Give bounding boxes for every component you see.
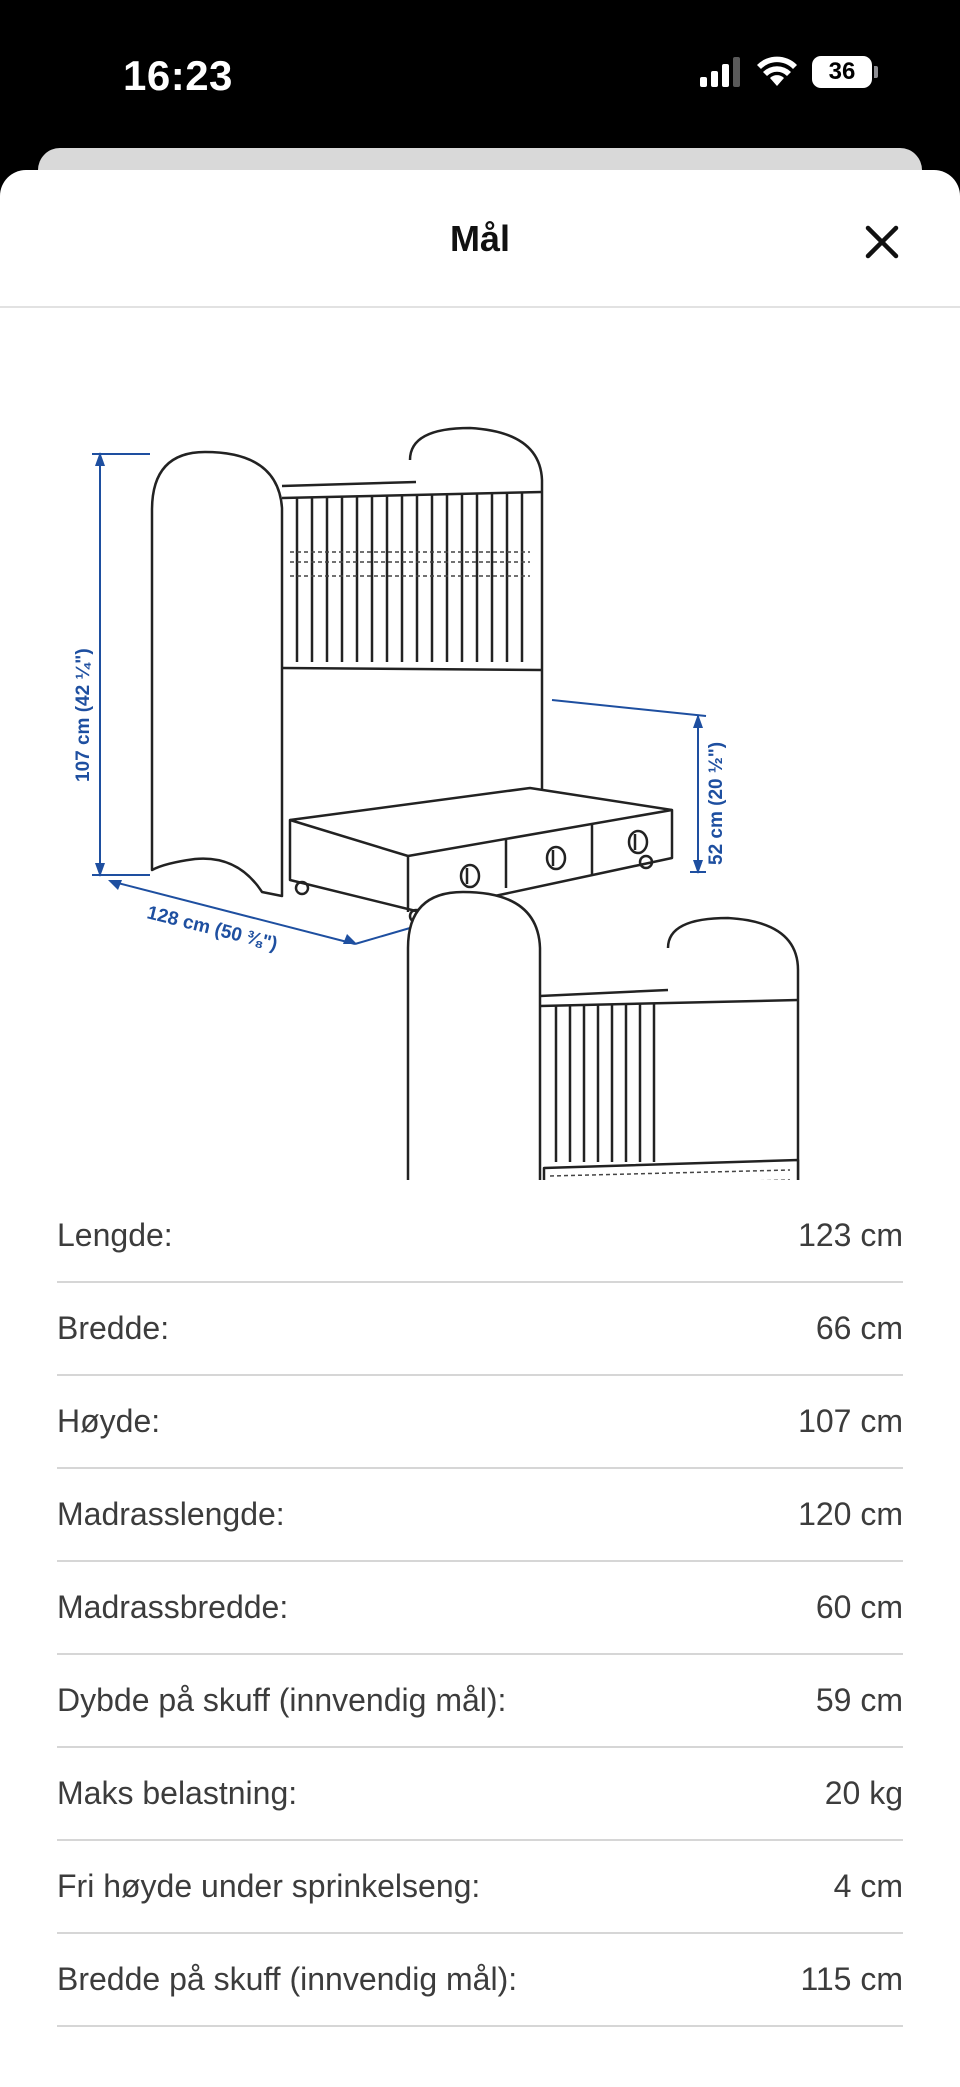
dimension-label: Dybde på skuff (innvendig mål): [57, 1682, 507, 1718]
dimension-label: Lengde: [57, 1217, 173, 1253]
crib-dimension-diagram [0, 340, 960, 1180]
page-title: Mål [449, 218, 510, 259]
dimension-value: 4 cm [833, 1868, 903, 1904]
dimension-value: 123 cm [798, 1217, 903, 1253]
wifi-icon [756, 56, 798, 88]
dimension-label: Madrasslengde: [57, 1496, 285, 1532]
dimension-row-max-load [57, 1748, 903, 1841]
dim-label-length-total: 128 cm (50 ⅜") [144, 902, 280, 956]
dimension-row-length [57, 1190, 903, 1283]
dimension-label: Høyde: [57, 1403, 161, 1439]
signal-icon [700, 57, 742, 87]
status-bar [0, 0, 960, 150]
dimension-label: Madrassbredde: [57, 1589, 289, 1625]
dimension-value: 60 cm [815, 1589, 903, 1625]
dimensions-list [57, 1190, 903, 2027]
dimensions-sheet [0, 170, 960, 2087]
dimension-value: 66 cm [815, 1310, 903, 1346]
dimension-row-width [57, 1283, 903, 1376]
dimension-label: Bredde på skuff (innvendig mål): [57, 1961, 518, 1997]
close-icon[interactable] [860, 220, 904, 264]
dimension-row-drawer-width [57, 1934, 903, 2027]
dimension-label: Fri høyde under sprinkelseng: [57, 1868, 481, 1904]
battery-icon [812, 56, 878, 88]
dim-label-height: 107 cm (42 ¼") [73, 648, 94, 782]
dimension-label: Maks belastning: [57, 1775, 298, 1811]
dimension-value: 20 kg [824, 1775, 903, 1811]
sheet-header [0, 170, 960, 308]
dimension-value: 120 cm [798, 1496, 903, 1532]
dimension-row-height [57, 1376, 903, 1469]
dimension-value: 115 cm [800, 1961, 903, 1997]
status-icons [700, 56, 878, 88]
dimension-row-drawer-depth [57, 1655, 903, 1748]
dimension-value: 107 cm [798, 1403, 903, 1439]
dim-label-drawer-height: 52 cm (20 ½") [706, 741, 727, 865]
dimension-row-mattress-width [57, 1562, 903, 1655]
dimension-row-clearance [57, 1841, 903, 1934]
dimension-label: Bredde: [57, 1310, 170, 1346]
dimension-row-mattress-length [57, 1469, 903, 1562]
battery-level: 36 [812, 56, 872, 88]
status-time: 16:23 [123, 52, 233, 99]
dimension-value: 59 cm [815, 1682, 903, 1718]
